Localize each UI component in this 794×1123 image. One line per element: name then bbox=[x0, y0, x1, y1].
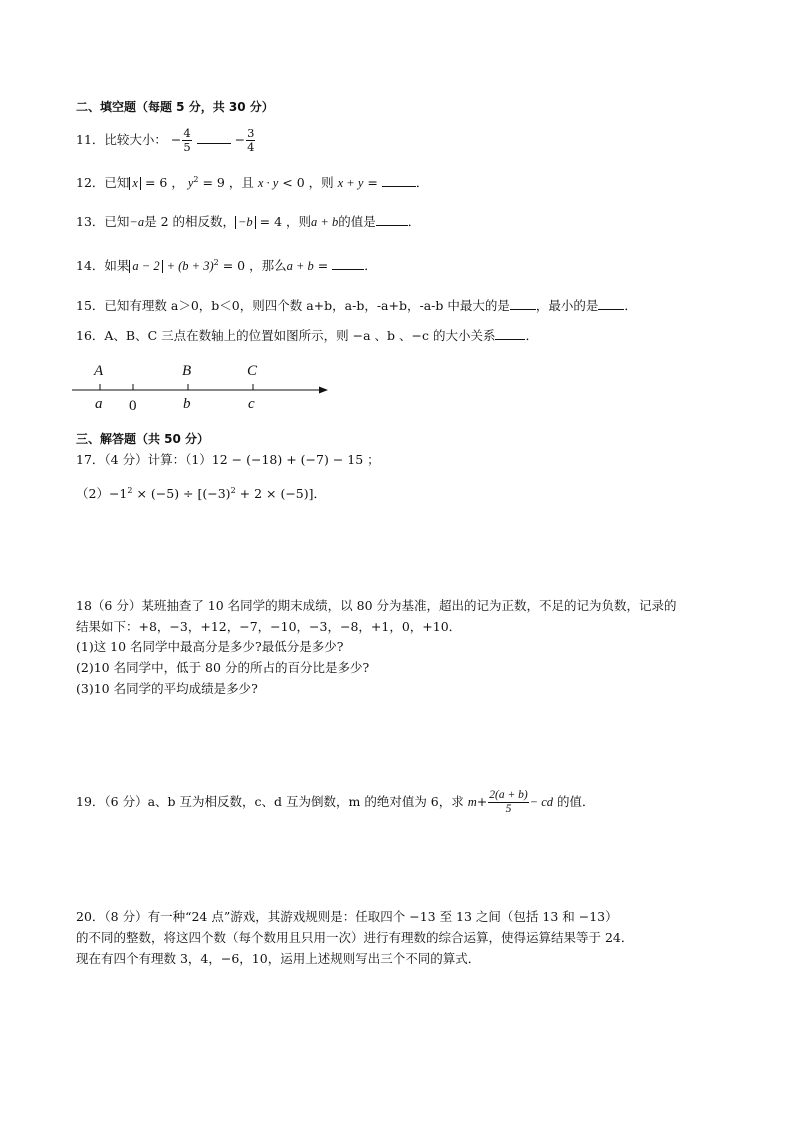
q19-numerator: 2(a + b) bbox=[489, 789, 528, 801]
question-12: 12．已知 x = 6 ， $y^2 = 9$ ，且 x · y < 0 ，则 x + y = ． bbox=[76, 175, 429, 191]
point-label-A: A bbox=[94, 363, 104, 379]
question-18-sub1: (1)这 10 名同学中最高分是多少?最低分是多少? bbox=[76, 639, 344, 654]
q12-text-1: = 6 ， bbox=[144, 175, 184, 191]
number-line-arrow bbox=[319, 387, 328, 394]
q11-prefix: 11．比较大小： bbox=[76, 132, 167, 147]
question-17-part2: $(2)-1^2 \times (-5) \div [(-3)^2 + 2 \times (-5)]$． bbox=[76, 486, 327, 502]
q11-f1-numerator: 4 bbox=[183, 126, 191, 140]
q13-text-2: = 4 ，则 bbox=[259, 214, 312, 229]
q13-prefix: 13．已知 bbox=[76, 214, 130, 229]
q13-text-3: 的值是 bbox=[338, 214, 376, 229]
q19-end: 的值． bbox=[553, 794, 595, 809]
value-label-c: c bbox=[248, 396, 255, 412]
question-13 bbox=[76, 213, 420, 230]
q19-text: 19．（6 分）a、b 互为相反数，c、d 互为倒数，m 的绝对值为 6，求 bbox=[76, 794, 468, 809]
q12-text-3: < 0 ，则 bbox=[278, 175, 338, 191]
question-18-line2: 结果如下：+8，−3，+12，−7，−10，−3，−8，+1，0，+10． bbox=[76, 619, 462, 634]
q17-part2-prefix: （2）−1 bbox=[76, 486, 128, 502]
q11-answer-blank[interactable] bbox=[197, 131, 231, 144]
q11-sign-1: − bbox=[170, 132, 182, 147]
q12-text-2: = 9 ，且 bbox=[202, 175, 258, 191]
value-label-b: b bbox=[183, 396, 191, 412]
q12-prefix: 12．已知 bbox=[76, 175, 130, 191]
q12-abs-x: x bbox=[129, 177, 141, 190]
q11-fraction-1 bbox=[182, 127, 191, 154]
q12-end: ． bbox=[415, 175, 429, 191]
q13-end: ． bbox=[407, 214, 421, 229]
question-18-sub2: (2)10 名同学中，低于 80 分的所占的百分比是多少? bbox=[76, 660, 370, 675]
q15-end: ． bbox=[624, 298, 637, 313]
q17-part2-mid: × (−5) ÷ [(−3) bbox=[132, 486, 231, 502]
number-line-figure bbox=[60, 360, 350, 420]
q11-fraction-2 bbox=[246, 127, 255, 154]
q12-y: y bbox=[187, 176, 194, 191]
q19-plus: + bbox=[476, 794, 488, 809]
q13-abs-b: −b bbox=[235, 216, 256, 229]
section-heading-solutions: 三、解答题（共 50 分） bbox=[76, 432, 210, 446]
q19-fraction bbox=[488, 789, 528, 816]
q11-f1-denominator: 5 bbox=[183, 140, 191, 154]
question-20-line3: 现在有四个有理数 3，4，−6，10，运用上述规则写出三个不同的算式． bbox=[76, 951, 481, 966]
q12-answer-blank[interactable] bbox=[382, 174, 416, 187]
q12-sum: x + y bbox=[337, 176, 364, 191]
q14-end: ． bbox=[364, 258, 377, 274]
q12-xy: x · y bbox=[257, 176, 279, 191]
question-17-part1: 17．（4 分）计算：（1）12 − (−18) + (−7) − 15 ； bbox=[76, 452, 380, 467]
q11-sign-2: − bbox=[234, 132, 246, 147]
q12-text-4: = bbox=[363, 175, 382, 191]
question-15 bbox=[76, 297, 637, 314]
q15-mid: ，最小的是 bbox=[535, 298, 599, 313]
number-line-svg bbox=[60, 360, 350, 420]
q19-denominator: 5 bbox=[505, 803, 512, 815]
q19-m: m bbox=[467, 795, 477, 809]
question-16 bbox=[76, 327, 538, 344]
q15-text: 15．已知有理数 a＞0，b＜0，则四个数 a+b，a-b，-a+b，-a-b 中最大的是 bbox=[76, 298, 510, 313]
question-20-line1: 20．（8 分）有一种“24 点”游戏，其游戏规则是：任取四个 −13 至 13 之间（包括 13 和 −13） bbox=[76, 909, 618, 924]
q16-end: ． bbox=[525, 328, 538, 343]
q15-max-blank[interactable] bbox=[510, 297, 536, 310]
question-20-line2: 的不同的整数，将这四个数（每个数用且只用一次）进行有理数的综合运算，使得运算结果等于 24． bbox=[76, 930, 634, 945]
q17-part2-end: + 2 × (−5)]． bbox=[235, 486, 327, 502]
question-19 bbox=[76, 784, 595, 820]
q13-text-1: 是 2 的相反数， bbox=[144, 214, 235, 229]
q14-square-term: + (b + 3) bbox=[166, 259, 214, 274]
q13-ab: a + b bbox=[311, 215, 339, 229]
q14-ab: a + b bbox=[286, 259, 314, 274]
q16-text: 16．A、B、C 三点在数轴上的位置如图所示，则 −a 、b 、−c 的大小关系 bbox=[76, 328, 496, 343]
question-18-sub3: (3)10 名同学的平均成绩是多少? bbox=[76, 681, 258, 696]
value-label-zero: 0 bbox=[129, 398, 137, 414]
question-11 bbox=[76, 125, 256, 155]
q19-tail: − cd bbox=[529, 795, 554, 809]
value-label-a: a bbox=[95, 396, 103, 412]
q14-prefix: 14．如果 bbox=[76, 258, 130, 274]
point-label-C: C bbox=[247, 363, 258, 379]
question-14: 14．如果 $a - 2 + (b + 3)^2 = 0$ ，那么a + b = ． bbox=[76, 258, 377, 274]
q16-answer-blank[interactable] bbox=[495, 327, 525, 340]
q13-answer-blank[interactable] bbox=[376, 213, 408, 226]
q14-text-2: = 0 ，那么 bbox=[222, 258, 287, 274]
q14-abs-expr: a − 2 bbox=[129, 260, 162, 273]
q14-answer-blank[interactable] bbox=[332, 257, 364, 270]
q11-f2-numerator: 3 bbox=[247, 126, 255, 140]
q11-f2-denominator: 4 bbox=[247, 140, 255, 154]
section-heading-fill-in: 二、填空题（每题 5 分，共 30 分） bbox=[76, 100, 274, 114]
q15-min-blank[interactable] bbox=[598, 297, 624, 310]
point-label-B: B bbox=[182, 363, 192, 379]
q14-text-3: = bbox=[313, 258, 333, 274]
q13-neg-a: −a bbox=[129, 215, 145, 229]
question-18-line1: 18（6 分）某班抽查了 10 名同学的期末成绩，以 80 分为基准，超出的记为正数，不足的记为负数，记录的 bbox=[76, 598, 677, 613]
